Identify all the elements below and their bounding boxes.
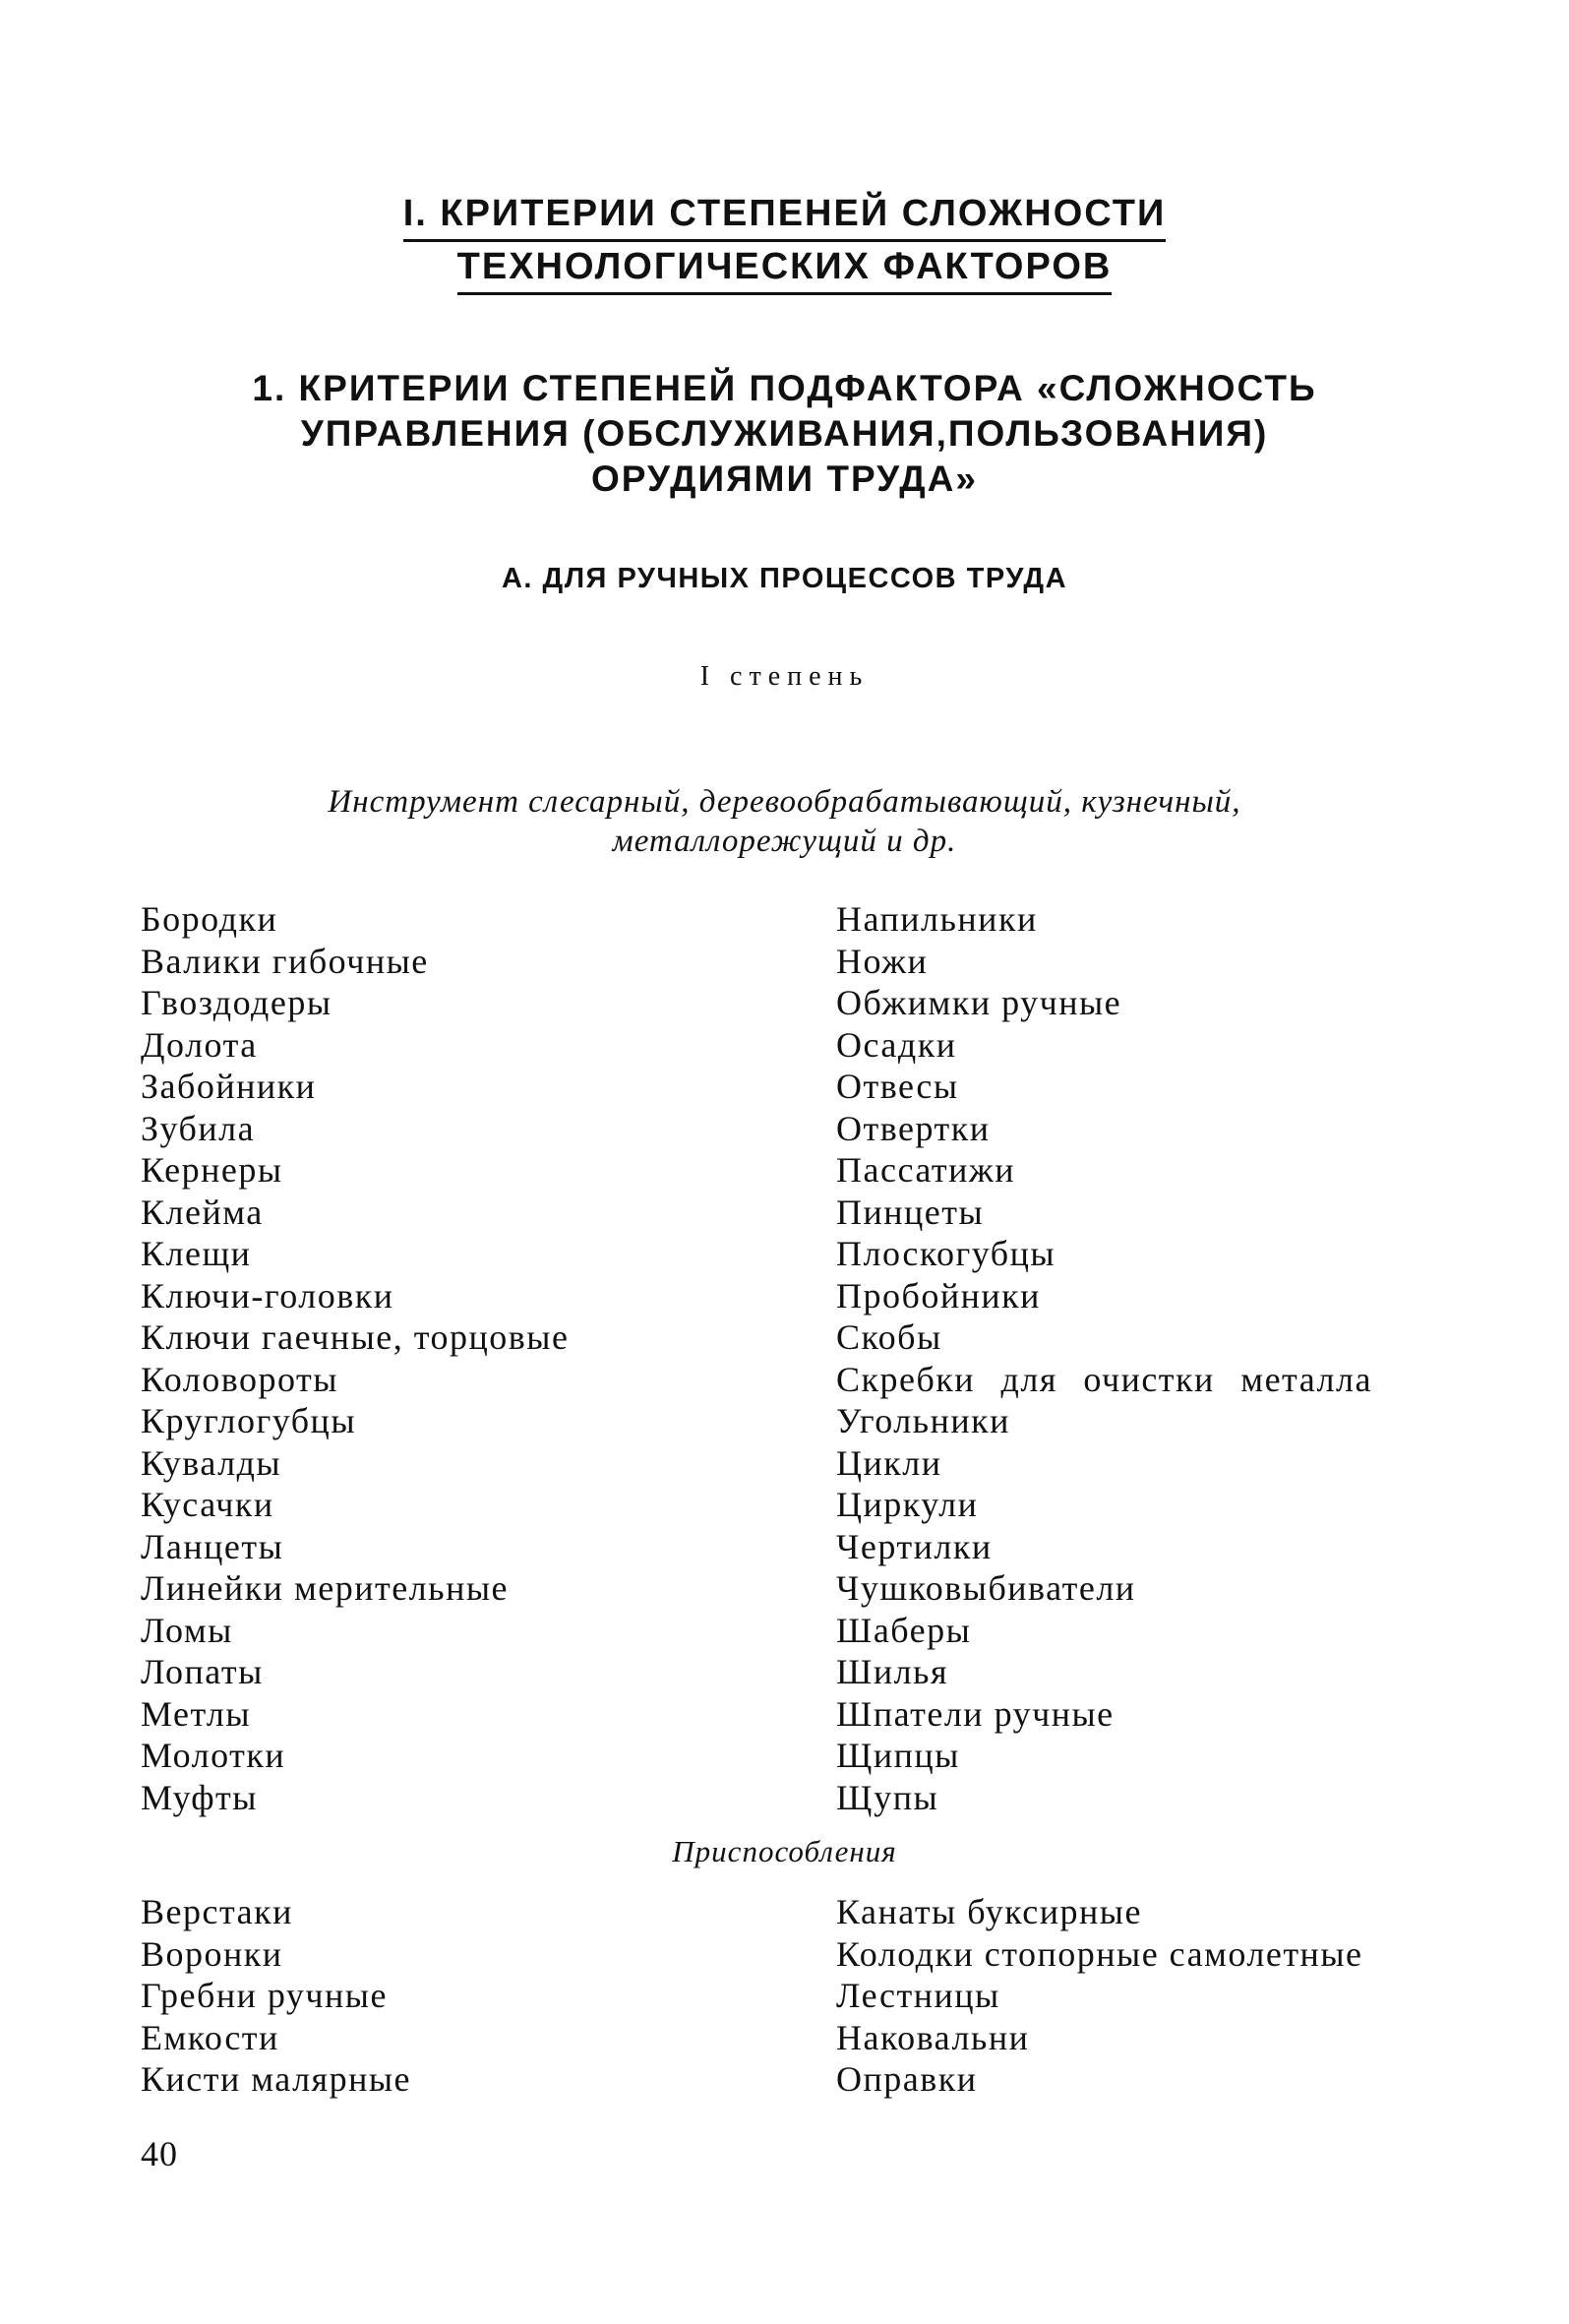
list-item: Линейки мерительные [141,1568,509,1608]
list-item: Обжимки ручные [836,983,1122,1022]
tools-subtitle-line-2: металлорежущий и др. [612,824,957,859]
list-item: Валики гибочные [141,941,429,981]
list-item: Емкости [141,2017,279,2057]
list-item: Кусачки [141,1485,274,1524]
list-item: Канаты буксирные [836,1892,1142,1931]
list-item: Чертилки [836,1526,993,1566]
list-item: Отвесы [836,1067,959,1106]
section-title-line-1: I. КРИТЕРИИ СТЕПЕНЕЙ СЛОЖНОСТИ [403,189,1167,242]
list-item: Гвоздодеры [141,983,332,1022]
list-item: Пассатижи [836,1150,1016,1190]
list-item: Ломы [141,1610,233,1650]
list-item: Чушковыбиватели [836,1568,1136,1608]
list-item: Забойники [141,1067,317,1106]
section-title-line-2: ТЕХНОЛОГИЧЕСКИХ ФАКТОРОВ [457,242,1113,295]
section-title [0,189,1569,295]
tools-subtitle-line-1: Инструмент слесарный, деревообрабатывающий, кузнечный, [328,784,1241,820]
list-item: Лестницы [836,1976,1000,2015]
list-item: Бородки [141,899,278,939]
list-item: Шпатели ручные [836,1693,1115,1734]
list-item: Молотки [141,1736,286,1775]
list-item: Шилья [836,1652,949,1691]
list-item: Кувалды [141,1442,282,1483]
subsection-title-line-2: УПРАВЛЕНИЯ (ОБСЛУЖИВАНИЯ,ПОЛЬЗОВАНИЯ) [300,413,1269,454]
tools-list-left [141,898,569,1818]
list-item: Воронки [141,1933,283,1974]
fixtures-list-right [836,1891,1363,2101]
list-item: Плоскогубцы [836,1234,1056,1273]
tools-subtitle [0,782,1569,861]
list-item: Щипцы [836,1736,960,1775]
list-item: Коловороты [141,1359,338,1399]
list-item: Пинцеты [836,1192,985,1232]
list-item: Муфты [141,1777,258,1817]
list-item: Щупы [836,1777,939,1817]
list-item: Отвертки [836,1108,991,1148]
list-item: Метлы [141,1693,252,1734]
list-item: Лопаты [141,1652,264,1691]
list-item: Зубила [141,1108,256,1148]
list-item: Верстаки [141,1892,293,1931]
list-item: Напильники [836,899,1038,939]
part-title: А. ДЛЯ РУЧНЫХ ПРОЦЕССОВ ТРУДА [501,563,1068,594]
degree-label: I степень [699,661,870,692]
list-item: Клещи [141,1234,252,1273]
subsection-title [0,366,1569,502]
list-item: Клейма [141,1192,264,1232]
page-number: 40 [141,2134,178,2173]
list-item: Долота [141,1024,258,1065]
list-item: Гребни ручные [141,1976,388,2015]
list-item: Оправки [836,2059,978,2099]
list-item: Шаберы [836,1610,972,1650]
list-item: Угольники [836,1401,1010,1440]
list-item: Кисти малярные [141,2059,412,2099]
list-item: Колодки стопорные самолетные [836,1933,1363,1974]
subsection-title-line-1: 1. КРИТЕРИИ СТЕПЕНЕЙ ПОДФАКТОРА «СЛОЖНОСТЬ [252,368,1317,408]
subsection-title-line-3: ОРУДИЯМИ ТРУДА» [591,459,978,499]
list-item: Ланцеты [141,1526,284,1566]
list-item: Наковальни [836,2017,1030,2057]
fixtures-subtitle: Приспособления [672,1834,897,1868]
list-item: Ключи-головки [141,1275,394,1315]
list-item: Кернеры [141,1150,283,1190]
list-item: Циркули [836,1485,979,1524]
fixtures-list-left [141,1891,411,2101]
list-item: Ножи [836,941,929,981]
tools-list-right [836,898,1372,1818]
list-item: Пробойники [836,1275,1041,1315]
list-item: Скребки для очистки металла [836,1359,1372,1399]
list-item: Скобы [836,1317,942,1357]
list-item: Цикли [836,1442,942,1483]
list-item: Круглогубцы [141,1401,356,1440]
list-item: Осадки [836,1024,957,1065]
list-item: Ключи гаечные, торцовые [141,1317,570,1357]
